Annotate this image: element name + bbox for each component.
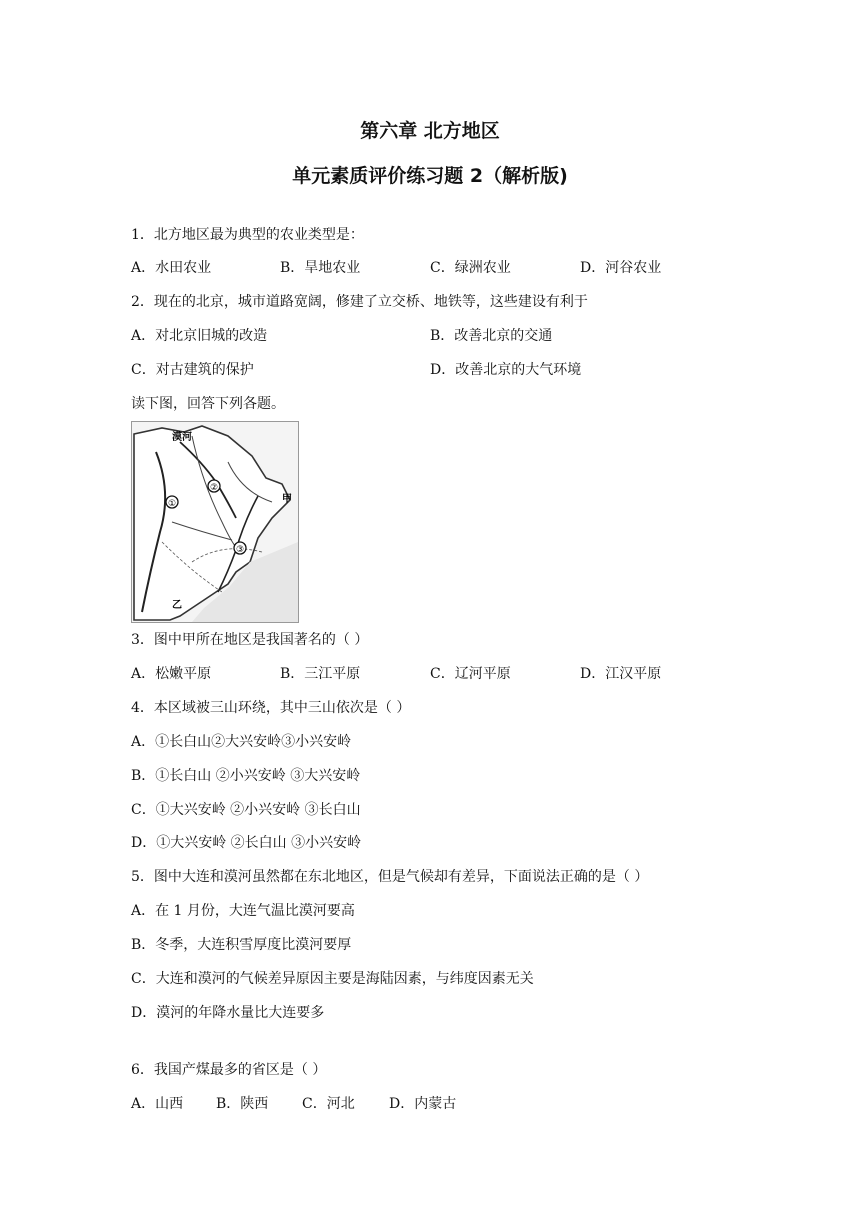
map-label-yi: 乙 (172, 600, 182, 611)
question-1-option-a: A．水田农业 (131, 260, 212, 276)
question-3-option-a: A．松嫩平原 (131, 666, 212, 682)
question-1-stem: 1．北方地区最为典型的农业类型是： (131, 227, 364, 243)
map-marker-1: ① (168, 499, 177, 509)
question-2-stem: 2．现在的北京，城市道路宽阔，修建了立交桥、地铁等，这些建设有利于 (131, 294, 588, 310)
question-3-option-b: B．三江平原 (280, 666, 361, 682)
question-1-option-b: B．旱地农业 (280, 260, 361, 276)
question-4-option-a: A．①长白山②大兴安岭③小兴安岭 (131, 734, 352, 750)
document-subtitle: 单元素质评价练习题 2（解析版) (292, 165, 568, 187)
question-2-option-a: A．对北京旧城的改造 (131, 328, 268, 344)
question-6-option-a: A．山西 (131, 1096, 184, 1112)
question-4-option-d: D．①大兴安岭 ②长白山 ③小兴安岭 (131, 835, 362, 851)
map-label-mohe: 漠河 (172, 432, 192, 443)
question-5-option-b: B．冬季，大连积雪厚度比漠河要厚 (131, 937, 352, 953)
question-3-option-c: C．辽河平原 (430, 666, 511, 682)
question-5-option-d: D．漠河的年降水量比大连要多 (131, 1005, 325, 1021)
question-3-stem: 3．图中甲所在地区是我国著名的（ ） (131, 632, 369, 648)
read-prompt: 读下图，回答下列各题。 (131, 396, 285, 412)
map-marker-3: ③ (236, 545, 245, 555)
question-3-option-d: D．江汉平原 (580, 666, 662, 682)
northeast-china-map (131, 421, 299, 623)
map-marker-2: ② (210, 483, 219, 493)
question-2-option-c: C．对古建筑的保护 (131, 362, 254, 378)
map-label-jia: 甲 (282, 494, 292, 505)
question-1-option-d: D．河谷农业 (580, 260, 662, 276)
question-2-option-d: D．改善北京的大气环境 (430, 362, 582, 378)
question-6-option-b: B．陕西 (216, 1096, 269, 1112)
question-2-option-b: B．改善北京的交通 (430, 328, 553, 344)
question-6-option-c: C．河北 (302, 1096, 355, 1112)
question-1-option-c: C．绿洲农业 (430, 260, 511, 276)
question-6-stem: 6．我国产煤最多的省区是（ ） (131, 1062, 327, 1078)
question-4-stem: 4．本区域被三山环绕，其中三山依次是（ ） (131, 700, 411, 716)
question-6-option-d: D．内蒙古 (389, 1096, 457, 1112)
document-title: 第六章 北方地区 (360, 120, 500, 142)
question-5-stem: 5．图中大连和漠河虽然都在东北地区，但是气候却有差异，下面说法正确的是（ ） (131, 869, 649, 885)
question-5-option-a: A．在 1 月份，大连气温比漠河要高 (131, 903, 355, 919)
question-5-option-c: C．大连和漠河的气候差异原因主要是海陆因素，与纬度因素无关 (131, 971, 534, 987)
question-4-option-b: B．①长白山 ②小兴安岭 ③大兴安岭 (131, 768, 361, 784)
question-4-option-c: C．①大兴安岭 ②小兴安岭 ③长白山 (131, 802, 361, 818)
